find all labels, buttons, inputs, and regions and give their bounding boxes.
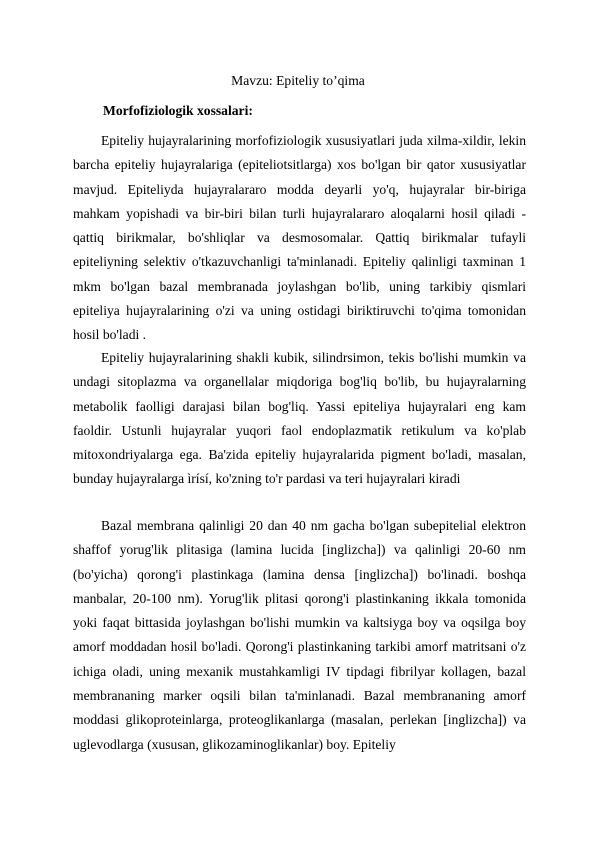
paragraph-cell-shape: Epiteliy hujayralarining shakli kubik, silindrsimon, tekis bo'lishi mumkin va undagi sitoplazma va organellalar miqdoriga bog'liq bo'lib, bu hujayralarning metabolik faolligi darajasi bilan bog'liq. Yassi epiteliya hujayralari eng kam faoldir. Ustunli hujayralar yuqori faol endoplazmatik retikulum va ko'plab mitoxondriyalarga ega. Ba'zida epiteliy hujayralarida pigment bo'ladi, masalan, bunday hujayralarga ìrísí, ko'zning to'r pardasi va teri hujayralari kiradi	[73, 350, 526, 487]
paragraph-morphophysiology: Epiteliy hujayralarining morfofiziologik xususiyatlari juda xilma-xildir, lekin barcha epiteliy hujayralariga (epiteliotsitlarga) xos bo'lgan bir qator xususiyatlar mavjud. Epiteliyda hujayralararo modda deyarli yo'q, hujayralar bir-biriga mahkam yopishadi va bir-biri bilan turli hujayralararo aloqalarni hosil qiladi - qattiq birikmalar, bo'shliqlar va desmosomalar. Qattiq birikmalar tufayli epiteliyning selektiv o'tkazuvchanligi ta'minlanadi. Epiteliy qalinligi taxminan 1 mkm bo'lgan bazal membranada joylashgan bo'lib, uning tarkibiy qismlari epiteliya hujayralarining o'zi va uning ostidagi biriktiruvchi to'qima tomonidan hosil bo'ladi .	[73, 133, 526, 343]
paragraph-basal-membrane: Bazal membrana qalinligi 20 dan 40 nm gacha bo'lgan subepitelial elektron shaffof yorug'lik plitasiga (lamina lucida [inglizcha]) va qalinligi 20-60 nm (bo'yicha) qorong'i plastinkaga (lamina densa [inglizcha]) bo'linadi. boshqa manbalar, 20-100 nm). Yorug'lik plitasi qorong'i plastinkaning ikkala tomonida yoki faqat bittasida joylashgan bo'lishi mumkin va kaltsiyga boy va oqsilga boy amorf moddadan hosil bo'ladi. Qorong'i plastinkaning tarkibi amorf matritsani o'z ichiga oladi, uning mexanik mustahkamligi IV tipdagi fibrilyar kollagen, bazal membrananing marker oqsili bilan ta'minlanadi. Bazal membrananing amorf moddasi glikoproteinlarga, proteoglikanlarga (masalan, perlekan [inglizcha]) va uglevodlarga (xususan, glikozaminoglikanlar) boy. Epiteliy	[73, 518, 526, 752]
document-title: Mavzu: Epiteliy to’qima	[231, 73, 365, 88]
section-subheading: Morfofiziologik xossalari:	[103, 103, 253, 118]
